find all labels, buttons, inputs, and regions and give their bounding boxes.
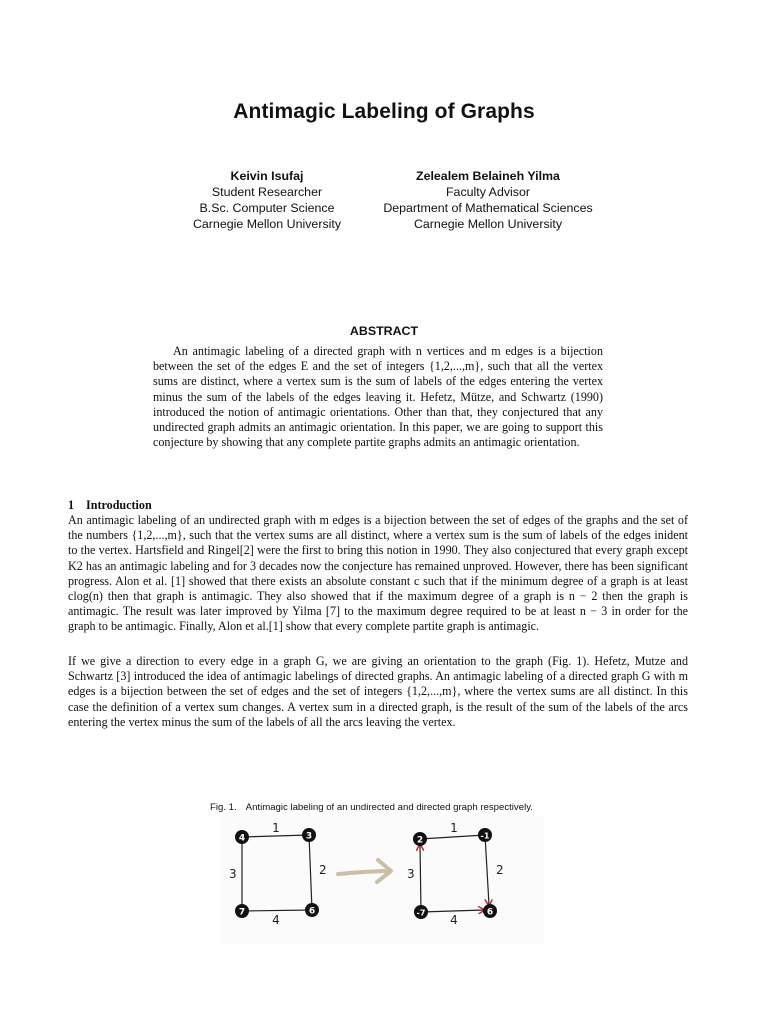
- figure-caption: [210, 802, 533, 813]
- figure-label: Fig. 1.: [210, 802, 237, 813]
- edge-label: 1: [450, 821, 458, 835]
- author-name: Zelealem Belaineh Yilma: [416, 169, 560, 183]
- graph-edge: [309, 835, 312, 910]
- vertex-label: -7: [416, 908, 426, 918]
- edge-label: 3: [229, 867, 237, 881]
- edge-label: 1: [272, 821, 280, 835]
- graph-arc: [420, 845, 421, 912]
- section-heading: [68, 498, 152, 513]
- figure-1: [220, 816, 544, 944]
- author-department: B.Sc. Computer Science: [199, 201, 335, 215]
- vertex-label: 4: [238, 833, 246, 844]
- graph-edge: [242, 910, 312, 911]
- author-block-2: [370, 168, 606, 232]
- figure-caption-text: Antimagic labeling of an undirected and directed graph respectively.: [245, 802, 533, 813]
- vertex-label: 7: [238, 907, 246, 918]
- paper-title: Antimagic Labeling of Graphs: [233, 100, 535, 123]
- vertex-label: 6: [486, 907, 494, 918]
- edge-label: 4: [272, 913, 280, 927]
- author-institution: Carnegie Mellon University: [413, 217, 563, 231]
- vertex-label: -1: [480, 831, 490, 841]
- vertex-label: 6: [308, 906, 316, 917]
- body-paragraph: An antimagic labeling of an undirected graph with m edges is a bijection between the set of edges of the graphs and the set of the numbers {1,2,...,m}, such that the vertex sums are all distinct, where a vertex sum is the sum of labels of the edges inident to the vertex. Hartsfield and Ringel[2] were the first to bring this notion in 1990. They also conjectured that every graph except K2 has an antimagic labeling and for 3 decades now the conjecture has remained unproved. However, there has been significant progress. Alon et al. [1] showed that there exists an absolute constant c such that if the minimum degree of a graph is at least clog(n) then that graph is antimagic. They also showed that if the maximum degree of a graph is n − 2 then the graph is antimagic. The result was later improved by Yilma [7] to the maximum degree required to be at least n − 3 in order for the graph to be antimagic. Finally, Alon et al.[1] show that every complete partite graph is antimagic.: [68, 513, 688, 634]
- vertex-label: 2: [416, 835, 424, 846]
- graph-edge: [242, 835, 309, 837]
- author-block-1: [186, 168, 348, 232]
- edge-label: 4: [450, 913, 458, 927]
- abstract-text: An antimagic labeling of a directed graph with n vertices and m edges is a bijection between the set of the edges E and the set of integers {1,2,...,m}, such that all the vertex sums are distinct, where a vertex sum is the sum of labels of the edges entering the vertex minus the sum of the labels of the edges leaving it. Hefetz, Mütze, and Schwartz (1990) introduced the notion of antimagic orientations. Other than that, they conjectured that any undirected graph admits an antimagic orientation. In this paper, we are going to support this conjecture by showing that any complete partite graphs admits an antimagic orientation.: [153, 344, 603, 450]
- edge-label: 2: [319, 863, 327, 877]
- abstract-heading: ABSTRACT: [349, 324, 419, 338]
- author-role: Student Researcher: [211, 185, 323, 199]
- body-paragraph: If we give a direction to every edge in a graph G, we are giving an orientation to the graph (Fig. 1). Hefetz, Mutze and Schwartz [3] introduced the idea of antimagic labelings of directed graphs. An antimagic labeling of a directed graph G with m edges is a bijection between the set of edges and the set of integers {1,2,...,m}, where the vertex sums are all distinct. In this case the definition of a vertex sum changes. A vertex sum in a directed graph, is the result of the sum of the labels of the arcs entering the vertex minus the sum of the labels of all the arcs leaving the vertex.: [68, 654, 688, 729]
- graph-arc: [485, 835, 489, 905]
- graph-arc: [420, 835, 485, 839]
- graph-arc: [421, 910, 484, 912]
- undirected-graph: [229, 821, 327, 927]
- arrow-icon: [338, 860, 391, 882]
- author-name: Keivin Isufaj: [230, 169, 304, 183]
- edge-label: 3: [407, 867, 415, 881]
- directed-graph: [407, 821, 504, 927]
- vertex-label: 3: [305, 831, 313, 842]
- section-title: Introduction: [86, 498, 152, 512]
- author-department: Department of Mathematical Sciences: [383, 201, 593, 215]
- author-institution: Carnegie Mellon University: [192, 217, 342, 231]
- author-role: Faculty Advisor: [445, 185, 530, 199]
- section-number: 1: [68, 498, 75, 512]
- edge-label: 2: [496, 863, 504, 877]
- graph-figure: [220, 816, 544, 944]
